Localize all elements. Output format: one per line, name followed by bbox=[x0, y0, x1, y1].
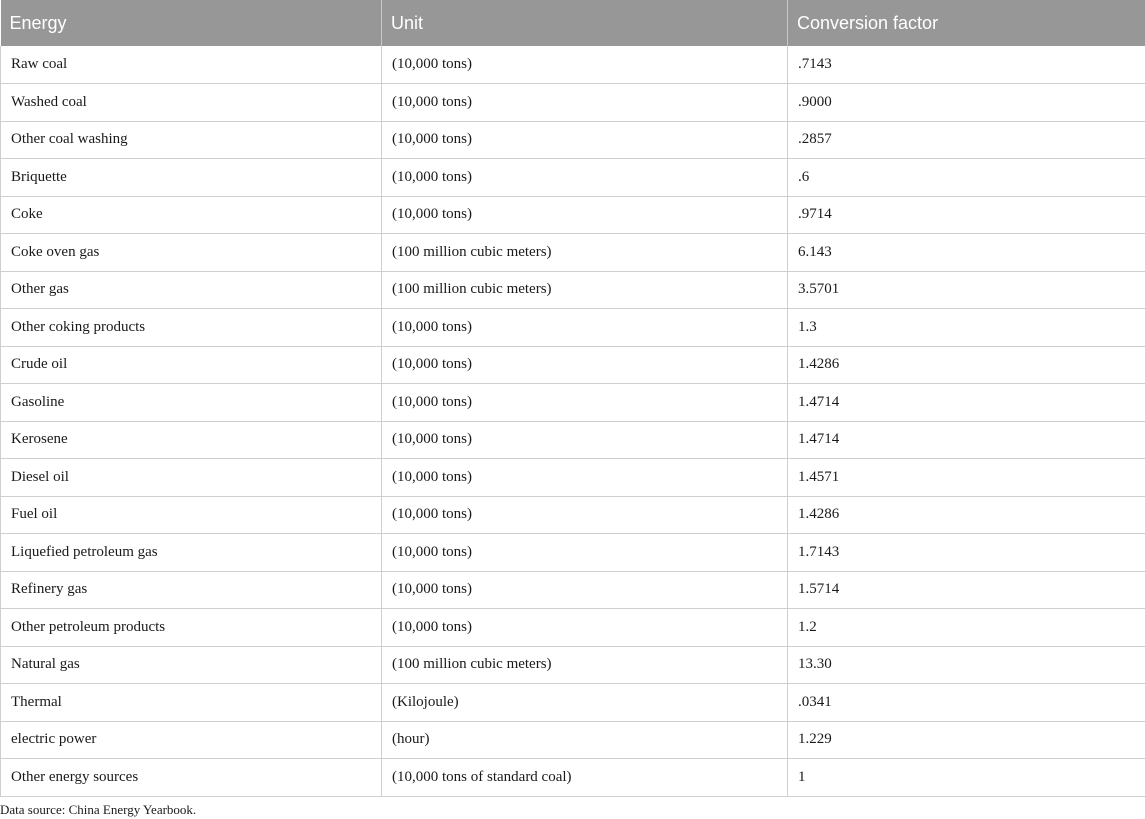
conversion-factor-cell: 1.5714 bbox=[788, 571, 1145, 609]
table-row bbox=[1, 571, 1145, 609]
table-row bbox=[1, 496, 1145, 534]
header-conversion-factor: Conversion factor bbox=[788, 0, 1145, 46]
energy-cell: Other gas bbox=[1, 271, 382, 309]
conversion-factor-cell: .2857 bbox=[788, 121, 1145, 159]
table-row bbox=[1, 684, 1145, 722]
conversion-factor-cell: 3.5701 bbox=[788, 271, 1145, 309]
energy-cell: Raw coal bbox=[1, 46, 382, 84]
energy-cell: Refinery gas bbox=[1, 571, 382, 609]
header-unit: Unit bbox=[382, 0, 788, 46]
unit-cell: (10,000 tons of standard coal) bbox=[382, 759, 788, 797]
unit-cell: (10,000 tons) bbox=[382, 571, 788, 609]
energy-cell: Coke bbox=[1, 196, 382, 234]
table-row bbox=[1, 309, 1145, 347]
energy-cell: Other energy sources bbox=[1, 759, 382, 797]
table-row bbox=[1, 196, 1145, 234]
unit-cell: (100 million cubic meters) bbox=[382, 271, 788, 309]
table-row bbox=[1, 721, 1145, 759]
conversion-factor-cell: 1.4714 bbox=[788, 421, 1145, 459]
unit-cell: (hour) bbox=[382, 721, 788, 759]
conversion-factor-cell: 1 bbox=[788, 759, 1145, 797]
table-row bbox=[1, 534, 1145, 572]
unit-cell: (10,000 tons) bbox=[382, 196, 788, 234]
table-row bbox=[1, 234, 1145, 272]
conversion-factor-cell: .0341 bbox=[788, 684, 1145, 722]
energy-cell: Fuel oil bbox=[1, 496, 382, 534]
table-row bbox=[1, 646, 1145, 684]
data-source-footnote: Data source: China Energy Yearbook. bbox=[0, 802, 197, 817]
table-body bbox=[1, 46, 1145, 796]
conversion-factor-cell: 6.143 bbox=[788, 234, 1145, 272]
unit-cell: (Kilojoule) bbox=[382, 684, 788, 722]
energy-cell: Coke oven gas bbox=[1, 234, 382, 272]
energy-cell: Kerosene bbox=[1, 421, 382, 459]
conversion-factor-cell: 1.229 bbox=[788, 721, 1145, 759]
table-header bbox=[1, 0, 1145, 46]
energy-cell: Other petroleum products bbox=[1, 609, 382, 647]
energy-cell: Other coal washing bbox=[1, 121, 382, 159]
table-row bbox=[1, 121, 1145, 159]
table-row bbox=[1, 759, 1145, 797]
unit-cell: (10,000 tons) bbox=[382, 459, 788, 497]
table-row bbox=[1, 271, 1145, 309]
conversion-factor-cell: 1.3 bbox=[788, 309, 1145, 347]
conversion-factor-cell: 1.7143 bbox=[788, 534, 1145, 572]
energy-cell: Liquefied petroleum gas bbox=[1, 534, 382, 572]
conversion-factor-cell: 1.2 bbox=[788, 609, 1145, 647]
conversion-factor-cell: 1.4571 bbox=[788, 459, 1145, 497]
table-row bbox=[1, 421, 1145, 459]
energy-cell: electric power bbox=[1, 721, 382, 759]
energy-cell: Gasoline bbox=[1, 384, 382, 422]
unit-cell: (10,000 tons) bbox=[382, 309, 788, 347]
conversion-factor-cell: 1.4714 bbox=[788, 384, 1145, 422]
unit-cell: (10,000 tons) bbox=[382, 84, 788, 122]
energy-cell: Crude oil bbox=[1, 346, 382, 384]
table-row bbox=[1, 159, 1145, 197]
header-energy: Energy bbox=[1, 0, 382, 46]
header-row bbox=[1, 0, 1145, 46]
energy-cell: Natural gas bbox=[1, 646, 382, 684]
conversion-factor-cell: 13.30 bbox=[788, 646, 1145, 684]
table-row bbox=[1, 84, 1145, 122]
table-row bbox=[1, 46, 1145, 84]
unit-cell: (10,000 tons) bbox=[382, 609, 788, 647]
unit-cell: (10,000 tons) bbox=[382, 421, 788, 459]
unit-cell: (10,000 tons) bbox=[382, 121, 788, 159]
unit-cell: (100 million cubic meters) bbox=[382, 234, 788, 272]
conversion-factor-cell: 1.4286 bbox=[788, 346, 1145, 384]
table-row bbox=[1, 609, 1145, 647]
table-row bbox=[1, 346, 1145, 384]
conversion-factor-cell: .6 bbox=[788, 159, 1145, 197]
energy-cell: Diesel oil bbox=[1, 459, 382, 497]
conversion-factor-cell: 1.4286 bbox=[788, 496, 1145, 534]
conversion-factor-cell: .9714 bbox=[788, 196, 1145, 234]
unit-cell: (10,000 tons) bbox=[382, 384, 788, 422]
unit-cell: (10,000 tons) bbox=[382, 159, 788, 197]
table-row bbox=[1, 459, 1145, 497]
energy-cell: Thermal bbox=[1, 684, 382, 722]
unit-cell: (10,000 tons) bbox=[382, 346, 788, 384]
unit-cell: (10,000 tons) bbox=[382, 534, 788, 572]
energy-cell: Washed coal bbox=[1, 84, 382, 122]
energy-cell: Briquette bbox=[1, 159, 382, 197]
energy-cell: Other coking products bbox=[1, 309, 382, 347]
unit-cell: (10,000 tons) bbox=[382, 46, 788, 84]
unit-cell: (10,000 tons) bbox=[382, 496, 788, 534]
table-row bbox=[1, 384, 1145, 422]
conversion-factor-cell: .9000 bbox=[788, 84, 1145, 122]
conversion-factor-cell: .7143 bbox=[788, 46, 1145, 84]
unit-cell: (100 million cubic meters) bbox=[382, 646, 788, 684]
